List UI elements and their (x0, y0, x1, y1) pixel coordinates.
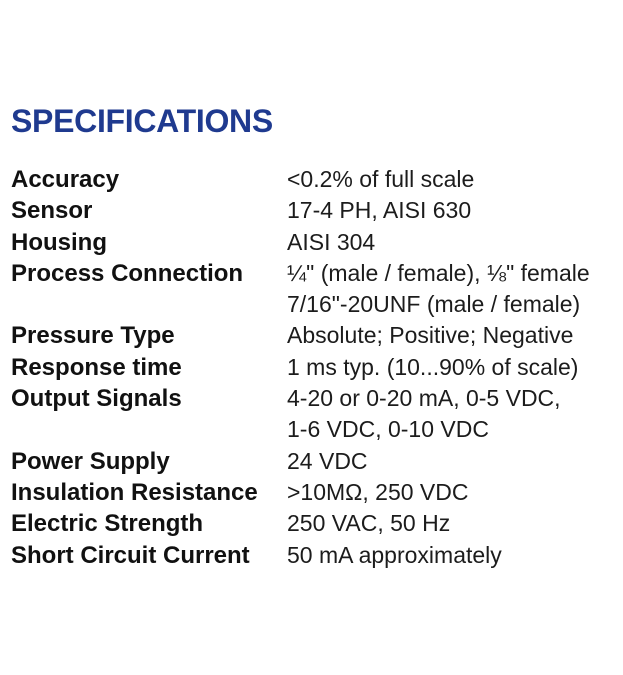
spec-value-line: Absolute; Positive; Negative (287, 322, 574, 349)
spec-label: Insulation Resistance (11, 478, 258, 506)
spec-value-line: <0.2% of full scale (287, 166, 475, 192)
spec-value-line: 17-4 PH, AISI 630 (287, 197, 472, 224)
spec-value-line: >10MΩ, 250 VDC (287, 478, 469, 505)
page-title: SPECIFICATIONS (11, 103, 273, 139)
spec-row-pressure-type (11, 320, 616, 351)
spec-label: Output Signals (11, 385, 182, 413)
spec-row-output-signals (11, 383, 616, 446)
spec-value-line: 1-6 VDC, 0-10 VDC (287, 416, 489, 443)
spec-value-line: ¼" (male / female), ⅛" female (287, 259, 590, 286)
spec-row-sensor (11, 195, 616, 226)
spec-row-accuracy (11, 164, 616, 195)
spec-row-process-connection (11, 258, 616, 321)
spec-value (287, 540, 616, 571)
spec-value (287, 195, 616, 226)
spec-value-line: 250 VAC, 50 Hz (287, 510, 451, 537)
spec-value-line: 7/16"-20UNF (male / female) (287, 291, 581, 318)
spec-label: Accuracy (11, 166, 120, 193)
spec-value-line: AISI 304 (287, 228, 376, 255)
spec-label: Short Circuit Current (11, 541, 250, 569)
spec-value (287, 320, 616, 351)
spec-value (287, 383, 616, 446)
spec-row-response-time (11, 352, 616, 383)
spec-row-insulation-resistance (11, 477, 616, 508)
spec-value (287, 508, 616, 539)
spec-value-line: 50 mA approximately (287, 541, 502, 568)
spec-row-short-circuit-current (11, 540, 616, 571)
spec-label: Pressure Type (11, 322, 175, 350)
spec-value (287, 352, 616, 383)
spec-value (287, 446, 616, 477)
spec-value (287, 477, 616, 508)
spec-value (287, 258, 616, 321)
spec-row-housing (11, 227, 616, 258)
spec-row-electric-strength (11, 508, 616, 539)
spec-value (287, 227, 616, 258)
spec-label: Electric Strength (11, 510, 204, 538)
spec-value (287, 164, 616, 195)
spec-value-line: 4-20 or 0-20 mA, 0-5 VDC, (287, 385, 561, 412)
spec-label: Response time (11, 353, 182, 381)
spec-label: Housing (11, 228, 107, 256)
spec-row-power-supply (11, 446, 616, 477)
spec-value-line: 24 VDC (287, 447, 368, 474)
spec-label: Power Supply (11, 447, 170, 475)
spec-value-line: 1 ms typ. (10...90% of scale) (287, 353, 579, 380)
spec-table (11, 164, 616, 571)
spec-label: Sensor (11, 197, 93, 225)
spec-label: Process Connection (11, 259, 244, 287)
